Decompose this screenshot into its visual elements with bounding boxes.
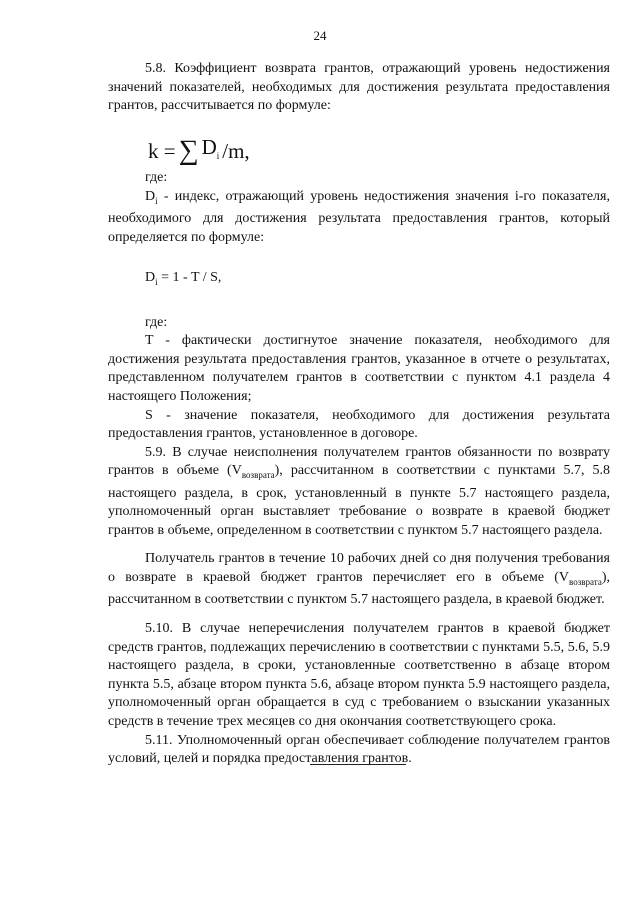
formula-k-d: $D_i$ [201, 134, 220, 161]
page-number: 24 [313, 28, 327, 43]
end-divider [310, 764, 406, 765]
paragraph-5-11: 5.11. Уполномоченный орган обеспечивает соблюдение получателем грантов условий, целей и порядка предоставления грантов. [108, 732, 610, 767]
where-label-1: где: [145, 169, 168, 185]
formula-k-lhs: k = [148, 139, 176, 164]
paragraph-5-9: 5.9. В случае неисполнения получателем грантов обязанности по возврату грантов в объеме $(V_{возврата})$, рассчитанном в соответствии с пунктами 5.7, 5.8 настоящего раздела, в срок, установленный в пункте 5.7 настоящего раздела, уполномоченный орган выставляет требование о возврате в краевой бюджет грантов в объеме, определенном в соответствии с пунктом 5.7 настоящего раздела. [108, 444, 610, 538]
formula-k [148, 134, 610, 169]
paragraph-5-10: 5.10. В случае неперечисления получателем грантов в краевой бюджет средств грантов, подлежащих перечислению в соответствии с пунктами 5.5, 5.6, 5.9 настоящего раздела, в сроки, установленные соответственно в абзаце втором пункта 5.5, абзаце втором пункта 5.6, абзаце втором пункта 5.9 настоящего раздела, уполномоченный орган обращается в суд с требованием о взыскании указанных средств в течение трех месяцев со дня окончания соответствующего срока. [108, 621, 610, 729]
paragraph-5-9-part-2: Получатель грантов в течение 10 рабочих дней со дня получения требования о возврате в краевой бюджет грантов перечисляет его в объеме $(V_{возврата})$, рассчитанном в соответствии с пунктом 5.7 настоящего раздела, в краевой бюджет. [108, 551, 610, 608]
formula-k-rest: /m, [222, 139, 250, 164]
where-label-2: где: [145, 314, 168, 330]
di-definition: $D_i$ - индекс, отражающий уровень недостижения значения i-го показателя, необходимого для достижения результата предоставления грантов, который определяется по формуле: [108, 188, 610, 245]
paragraph-5-8: 5.8. Коэффициент возврата грантов, отражающий уровень недостижения значений показателей, необходимых для достижения результата предоставления грантов, рассчитывается по формуле: [108, 61, 610, 114]
s-definition: S - значение показателя, необходимого для достижения результата предоставления грантов, установленное в договоре. [108, 407, 610, 442]
formula-di: $D_i = 1 - T / S$, [145, 270, 222, 287]
document-body [108, 60, 610, 769]
t-definition: T - фактически достигнутое значение показателя, необходимого для достижения результата предоставления грантов, указанное в отчете о результатах, представленном получателем грантов в соответствии с пунктом 4.1 раздела 4 настоящего Положения; [108, 333, 610, 404]
sigma-symbol: ∑ [178, 135, 199, 167]
